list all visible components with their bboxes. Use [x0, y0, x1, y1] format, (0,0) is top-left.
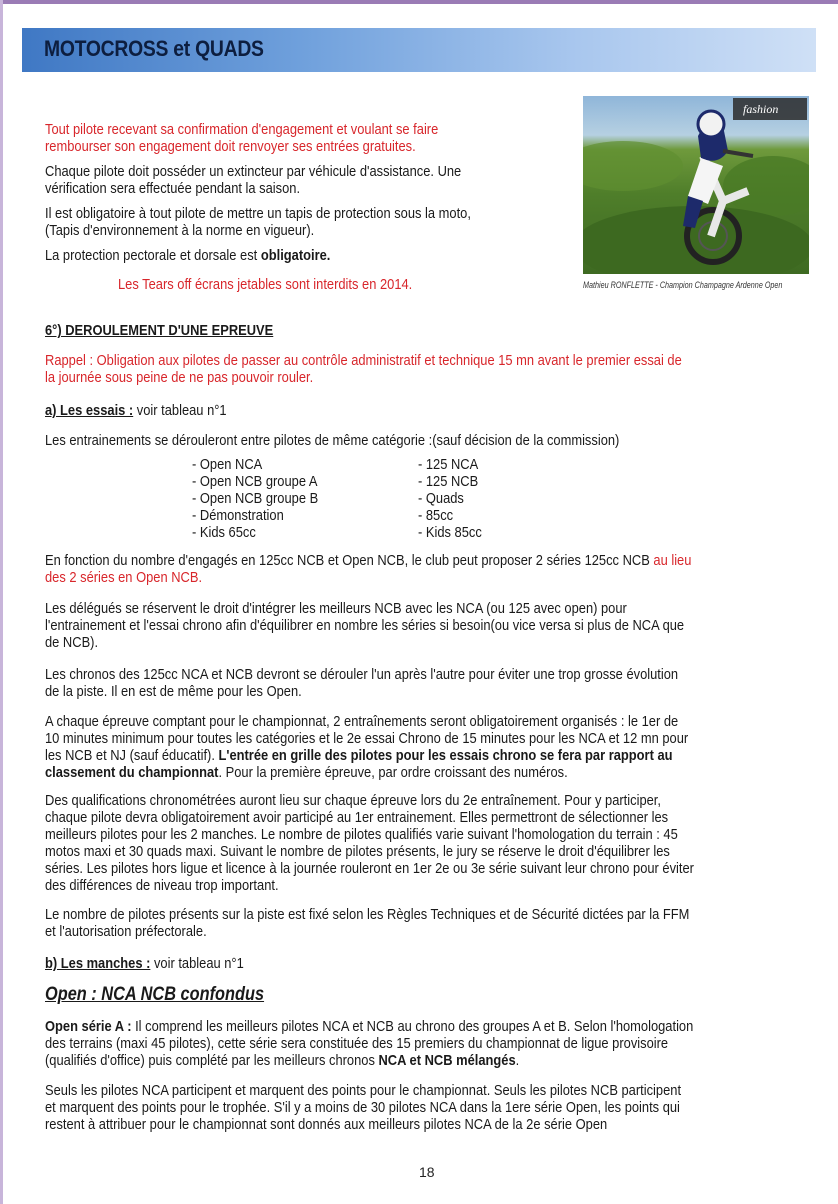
seuls-line-1: Seuls les pilotes NCA participent et marquent des points pour le championnat. Seuls les pilotes NCB participent	[45, 1082, 682, 1099]
classement-bold: classement du championnat	[45, 764, 219, 781]
category-right-3: - Quads	[418, 490, 464, 507]
photo-caption: Mathieu RONFLETTE - Champion Champagne Ardenne Open	[583, 280, 783, 290]
serie-a-label: Open série A :	[45, 1018, 132, 1035]
rider-photo	[583, 96, 809, 274]
category-left-5: - Kids 65cc	[192, 524, 256, 541]
category-right-1: - 125 NCA	[418, 456, 479, 473]
rappel-line-2: la journée sous peine de ne pas pouvoir rouler.	[45, 369, 314, 386]
serie-a-line-3	[45, 1052, 519, 1069]
entrainements-line: Les entrainements se dérouleront entre pilotes de même catégorie :(sauf décision de la commission)	[45, 432, 620, 449]
open-heading: Open : NCA NCB confondus	[45, 984, 265, 1005]
qualif-line-1: Des qualifications chronométrées auront lieu sur chaque épreuve lors du 2e entraînement. Pour y participer,	[45, 792, 661, 809]
essais-label: a) Les essais :	[45, 402, 134, 419]
page-title: MOTOCROSS et QUADS	[44, 36, 264, 61]
qualif-line-5: séries. Les pilotes hors ligue et licence à la journée rouleront en 1er 2e ou 3e série suivant leur chrono pour éviter	[45, 860, 694, 877]
serie-a-text-2: (qualifiés d'office) puis complété par les meilleurs chronos	[45, 1052, 379, 1069]
serie-a-text: Il comprend les meilleurs pilotes NCA et NCB au chrono des groupes A et B. Selon l'homologation	[131, 1018, 694, 1035]
photo-logo-text: fashion	[743, 102, 779, 116]
extinguisher-line-2: vérification sera effectuée pendant la saison.	[45, 180, 301, 197]
serie-a-period: .	[515, 1052, 520, 1069]
page-top-edge	[0, 0, 838, 4]
fonction-line-2: des 2 séries en Open NCB.	[45, 569, 203, 586]
page-number: 18	[419, 1164, 435, 1180]
essais-ref: voir tableau n°1	[133, 402, 227, 419]
refund-line-1: Tout pilote recevant sa confirmation d'engagement et voulant se faire	[45, 121, 439, 138]
chronos-line-1: Les chronos des 125cc NCA et NCB devront se dérouler l'un après l'autre pour éviter une trop grosse évolution	[45, 666, 679, 683]
protection-line	[45, 247, 330, 264]
serie-a-bold: NCA et NCB mélangés	[378, 1052, 516, 1069]
category-left-2: - Open NCB groupe A	[192, 473, 318, 490]
delegues-line-3: de NCB).	[45, 634, 99, 651]
chaque-line-2: 10 minutes minimum pour toutes les catégories et le 2e essai Chrono de 15 minutes pour les NCA et 12 mn pour	[45, 730, 689, 747]
category-left-4: - Démonstration	[192, 507, 284, 524]
mat-line-1: Il est obligatoire à tout pilote de mettre un tapis de protection sous la moto,	[45, 205, 471, 222]
motocross-rider-image	[583, 96, 809, 274]
classement-rest: . Pour la première épreuve, par ordre croissant des numéros.	[218, 764, 568, 781]
delegues-line-1: Les délégués se réservent le droit d'intégrer les meilleurs NCB avec les NCA (ou 125 avec open) pour	[45, 600, 627, 617]
nombre-line-1: Le nombre de pilotes présents sur la piste est fixé selon les Règles Techniques et de Sécurité dictées par la FFM	[45, 906, 690, 923]
qualif-line-4: motos maxi et 30 quads maxi. Suivant le nombre de pilotes présents, le jury se réserve le droit d'équilibrer les	[45, 843, 670, 860]
protection-mandatory: obligatoire.	[260, 247, 331, 264]
category-left-1: - Open NCA	[192, 456, 263, 473]
qualif-line-3: meilleurs pilotes pour les 2 manches. Le nombre de pilotes qualifiés varie suivant l'homologation du terrain : 45	[45, 826, 678, 843]
page-left-edge	[0, 0, 3, 1204]
fonction-line-1	[45, 552, 691, 569]
essais-line	[45, 402, 227, 419]
manches-ref: voir tableau n°1	[150, 955, 244, 972]
fonction-text: En fonction du nombre d'engagés en 125cc NCB et Open NCB, le club peut proposer 2 séries 125cc NCB	[45, 552, 654, 569]
chaque-bold-text: L'entrée en grille des pilotes pour les essais chrono se fera par rapport au	[218, 747, 673, 764]
category-right-5: - Kids 85cc	[418, 524, 482, 541]
seuls-line-3: restent à attribuer pour le championnat sont donnés aux meilleurs pilotes NCA de la 2e série Open	[45, 1116, 608, 1133]
seuls-line-2: et marquent des points pour le trophée. S'il y a moins de 30 pilotes NCA dans la 1ere série Open, les points qui	[45, 1099, 680, 1116]
qualif-line-6: des différences de niveau trop important.	[45, 877, 279, 894]
category-left-3: - Open NCB groupe B	[192, 490, 319, 507]
refund-line-2: rembourser son engagement doit renvoyer ses entrées gratuites.	[45, 138, 416, 155]
serie-a-line-2: des terrains (maxi 45 pilotes), cette série sera constituée des 15 premiers du championnat de ligue provisoire	[45, 1035, 669, 1052]
category-right-4: - 85cc	[418, 507, 454, 524]
fonction-red-text: au lieu	[653, 552, 692, 569]
manches-line	[45, 955, 244, 972]
category-right-2: - 125 NCB	[418, 473, 479, 490]
section-6-heading: 6°) DEROULEMENT D'UNE EPREUVE	[45, 322, 274, 339]
nombre-line-2: et l'autorisation préfectorale.	[45, 923, 207, 940]
chaque-line-4	[45, 764, 568, 781]
mat-line-2: (Tapis d'environnement à la norme en vigueur).	[45, 222, 315, 239]
rappel-line-1: Rappel : Obligation aux pilotes de passer au contrôle administratif et technique 15 mn avant le premier essai de	[45, 352, 682, 369]
chaque-line-3	[45, 747, 673, 764]
qualif-line-2: chaque pilote devra obligatoirement avoir participé au 1er entrainement. Elles permettront de sélectionner les	[45, 809, 669, 826]
chronos-line-2: de la piste. Il en est de même pour les Open.	[45, 683, 302, 700]
protection-text: La protection pectorale et dorsale est	[45, 247, 261, 264]
chaque-line-1: A chaque épreuve comptant pour le championnat, 2 entraînements seront obligatoirement organisés : le 1er de	[45, 713, 679, 730]
tears-off-notice: Les Tears off écrans jetables sont interdits en 2014.	[118, 276, 413, 293]
serie-a-line-1	[45, 1018, 693, 1035]
chaque-text: les NCB et NJ (sauf éducatif).	[45, 747, 219, 764]
extinguisher-line-1: Chaque pilote doit posséder un extincteur par véhicule d'assistance. Une	[45, 163, 462, 180]
delegues-line-2: l'entrainement et l'essai chrono afin d'équilibrer en nombre les séries si besoin(ou vice versa si plus de NCA que	[45, 617, 685, 634]
manches-label: b) Les manches :	[45, 955, 151, 972]
